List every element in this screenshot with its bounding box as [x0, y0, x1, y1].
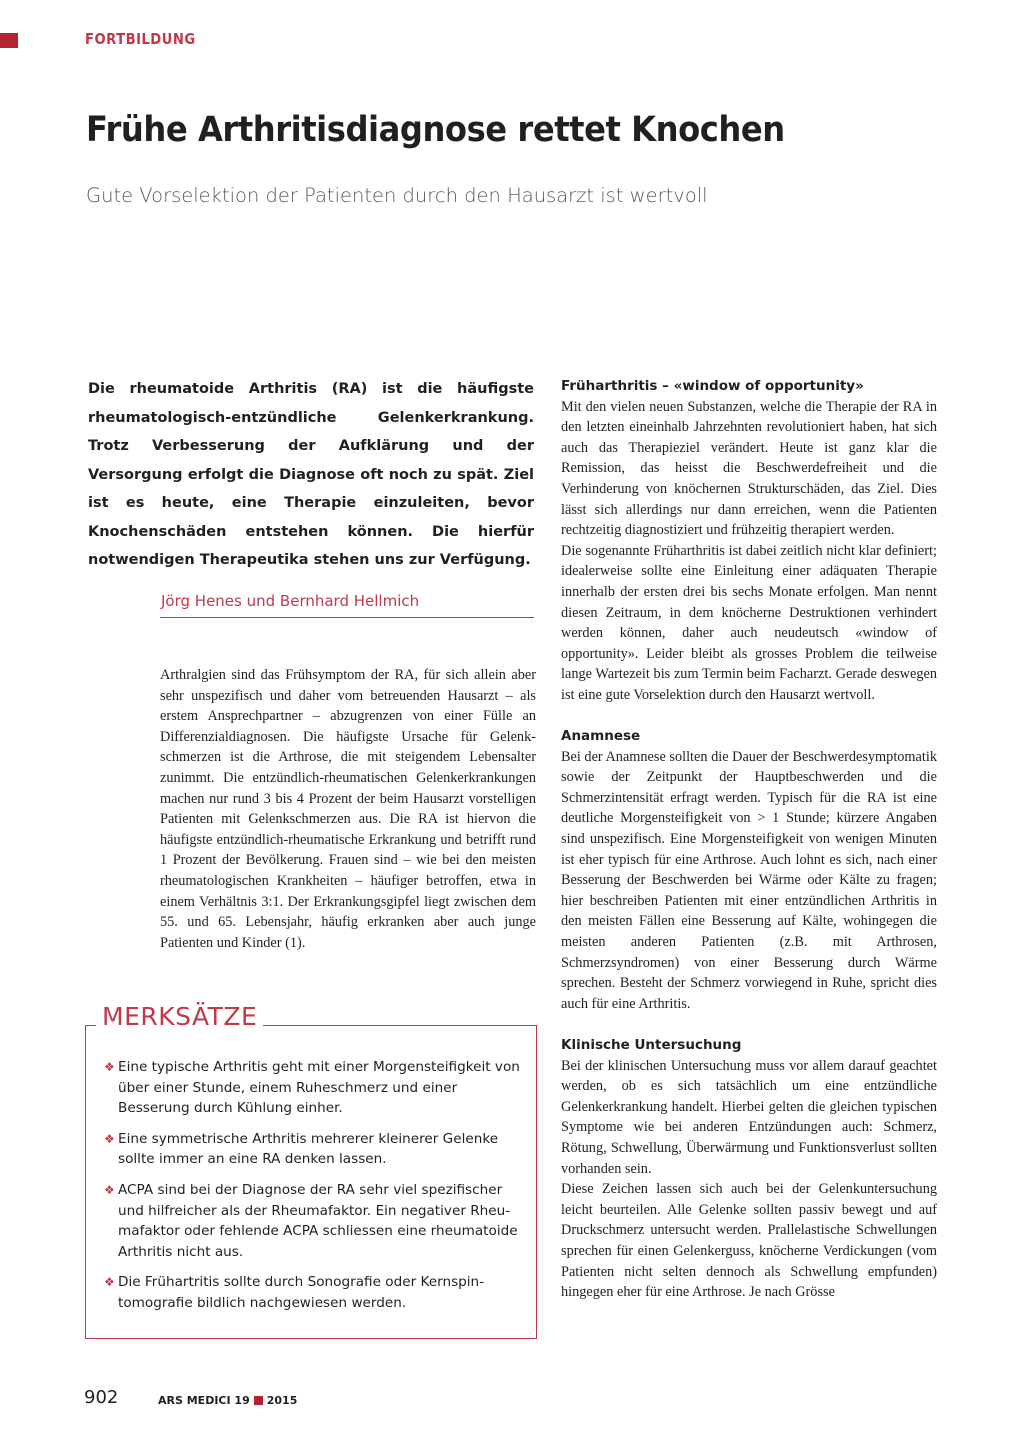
key-point-item: [104, 1180, 524, 1262]
key-point-item: [104, 1057, 524, 1119]
key-points-title: MERKSÄTZE: [96, 1002, 263, 1031]
key-point-item: [104, 1129, 524, 1170]
author-line: [160, 592, 534, 618]
key-point-text: ACPA sind bei der Diagnose der RA sehr viel spezifischer und hilfreicher als der Rheumafaktor. Ein negativer Rheumafaktor oder fehlende ACPA schliessen eine rheumatoide Arthritis nicht aus.: [118, 1181, 518, 1260]
key-point-item: [104, 1272, 524, 1313]
separator-square-icon: [254, 1396, 263, 1405]
body-column-left: [160, 665, 536, 953]
section-accent-block: [0, 33, 18, 48]
subheading-early-arthritis: Früharthritis – «window of opportunity»: [561, 378, 864, 394]
subheading-anamnesis: Anamnese: [561, 728, 641, 745]
key-point-text: Die Frühartritis sollte durch Sonografie oder Kernspintomografie bildlich nachgewiesen werden.: [118, 1274, 485, 1311]
page-number: 902: [84, 1387, 119, 1408]
author-names: Jörg Henes und Bernhard Hellmich: [161, 592, 420, 610]
journal-name: ARS MEDICI 19: [158, 1394, 250, 1407]
key-points-list: [104, 1057, 524, 1324]
body-paragraph: Bei der klinischen Untersuchung muss vor allem darauf geachtet werden, ob es sich tatsächlich um eine entzündliche Gelenkerkrankung handelt. Hierbei gelten die gleichen typischen Symptome wie bei anderen Entzündungen auch: Schmerz, Rötung, Schwellung, Überwärmung und Funktionsverlust sollten vorhanden sein.: [561, 1057, 937, 1177]
subheading-clinical-exam: Klinische Untersuchung: [561, 1037, 742, 1053]
diamond-bullet-icon: ❖: [104, 1275, 115, 1290]
section-label: FORTBILDUNG: [85, 30, 196, 48]
body-paragraph: Bei der Anamnese sollten die Dauer der Beschwerdesymptomatik sowie der Zeitpunkt der Hauptbeschwerden und die Schmerzintensität erfragt werden. Typisch für die RA ist eine deutliche Morgensteifigkeit von > 1 Stunde; kürzere Angaben sind unspezifisch. Eine Morgensteifigkeit von wenigen Minuten ist eher typisch für eine Arthrose. Auch lohnt es sich, nach einer Besserung der Beschwerden bei Wärme oder Kälte zu fragen; hier beschreiben Patienten mit einer entzündlichen Arthritis in den meisten Fällen eine Besserung auf Kälte, wohingegen die meisten anderen Patienten (z.B. mit Arthrosen, Schmerzsyndromen) von einer Besserung durch Wärme sprechen. Besteht der Schmerz vorwiegend in Ruhe, spricht dies auch für eine Arthritis.: [561, 748, 937, 1012]
body-paragraph: Die sogenannte Früharthritis ist dabei zeitlich nicht klar definiert; idealerweise sollte eine Einleitung einer adäquaten Therapie innerhalb der ersten drei bis sechs Monate erfolgen. Man nennt diesen Zeitraum, in dem knöcherne Destruktionen verhindert werden können, daher auch neudeutsch «window of opportunity». Leider bleibt als grosses Problem die teilweise lange Wartezeit bis zum Termin beim Facharzt. Gerade deswegen ist eine gute Vorselektion durch den Hausarzt wertvoll.: [561, 542, 937, 703]
body-paragraph: Diese Zeichen lassen sich auch bei der Gelenkuntersuchung leicht beurteilen. Alle Gelenke sollten passiv bewegt und auf Druckschmerz untersucht werden. Prallelastische Schwellungen sprechen für einen Gelenkerguss, knöcherne Verdickungen (vom Patienten nicht selten dennoch als Schwellung empfunden) hingegen eher für eine Arthrose. Je nach Grösse: [561, 1181, 937, 1301]
body-column-right: [561, 376, 937, 1303]
body-paragraph: Arthralgien sind das Frühsymptom der RA, für sich allein aber sehr unspezifisch und daher vom betreuenden Hausarzt – als erstem Ansprechpartner – abzugrenzen von einer Fülle an Differenzialdiagnosen. Die häufigste Ursache für Gelenkschmerzen ist die Arthrose, die mit steigendem Lebensalter zunimmt. Die entzündlich-rheumatischen Gelenkerkrankungen machen nur rund 3 bis 4 Prozent der beim Hausarzt vorstelligen Patienten mit Gelenkschmerzen aus. Die RA ist hiervon die häufigste entzündlich-rheumatische Erkrankung und betrifft rund 1 Prozent der Bevölkerung. Frauen sind – wie bei den meisten rheumatologischen Krankheiten – häufiger betroffen, etwa in einem Verhältnis 3:1. Der Erkrankungsgipfel liegt zwischen dem 55. und 65. Lebensjahr, häufig erkranken aber auch junge Patienten und Kinder (1).: [160, 667, 536, 951]
journal-footer: [158, 1394, 297, 1407]
key-point-text: Eine typische Arthritis geht mit einer Morgensteifigkeit von über einer Stunde, einem Ruheschmerz und einer Besserung durch Kühlung einher.: [118, 1059, 520, 1117]
diamond-bullet-icon: ❖: [104, 1182, 115, 1197]
article-title: Frühe Arthritisdiagnose rettet Knochen: [86, 110, 785, 150]
paragraph-spacer: [561, 1014, 937, 1035]
diamond-bullet-icon: ❖: [104, 1060, 115, 1074]
body-paragraph: Mit den vielen neuen Substanzen, welche die Therapie der RA in den letzten eineinhalb Jahrzehnten revolutioniert haben, hat sich auch das Therapieziel verändert. Heute ist ganz klar die Remission, das heisst die Beschwerdefreiheit und die Verhinderung von knöchernen Strukturschäden, das Ziel. Dies lässt sich allerdings nur dann erreichen, wenn die Patienten rechtzeitig diagnostiziert und frühzeitig therapiert werden.: [561, 398, 937, 539]
journal-year: 2015: [266, 1394, 298, 1407]
diamond-bullet-icon: ❖: [104, 1131, 115, 1146]
key-point-text: Eine symmetrische Arthritis mehrerer kleinerer Gelenke sollte immer an eine RA denken lassen.: [118, 1130, 499, 1168]
paragraph-spacer: [561, 706, 937, 727]
article-subtitle: Gute Vorselektion der Patienten durch den Hausarzt ist wertvoll: [86, 184, 708, 207]
lead-paragraph: Die rheumatoide Arthritis (RA) ist die häufigste rheumatologisch-entzündliche Gelenkerkrankung. Trotz Verbesserung der Aufklärung und der Versorgung erfolgt die Diagnose oft noch zu spät. Ziel ist es heute, eine Therapie einzuleiten, bevor Knochenschäden entstehen können. Die hierfür notwendigen Therapeutika stehen uns zur Verfügung.: [88, 381, 534, 568]
